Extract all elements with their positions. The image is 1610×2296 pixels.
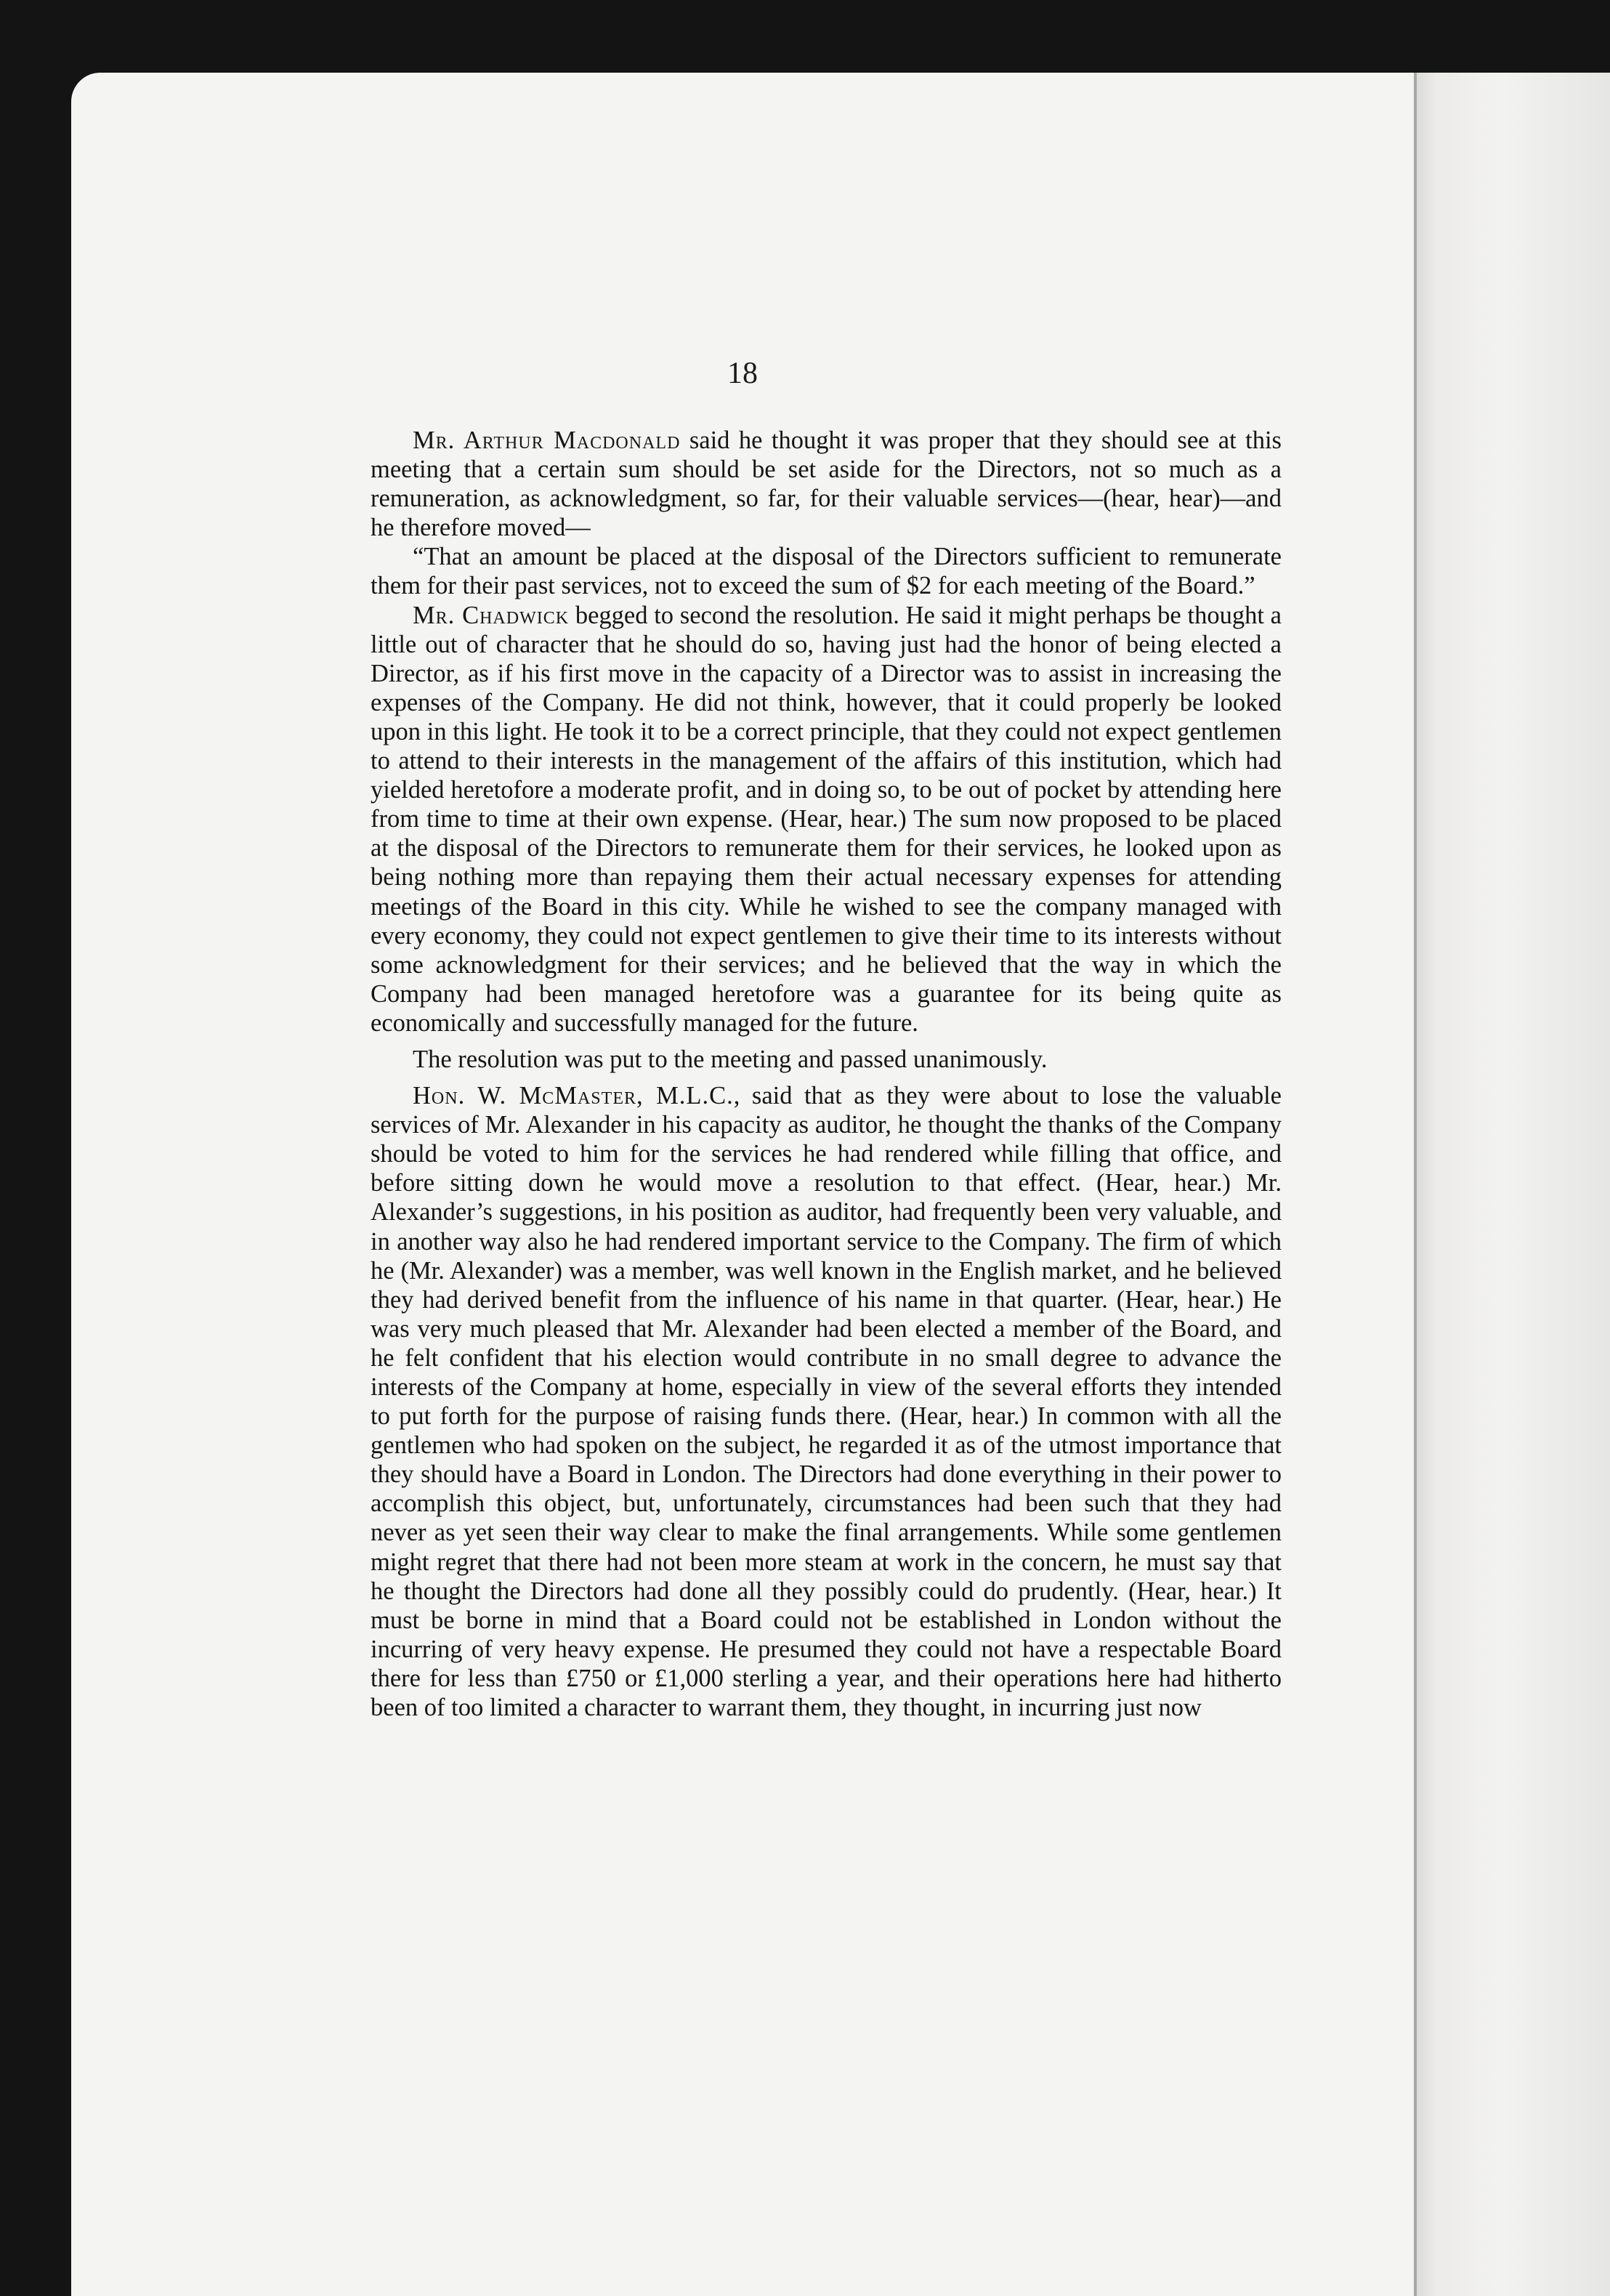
paragraph-text: The resolution was put to the meeting and passed unanimously. [413, 1045, 1048, 1073]
body-text [371, 426, 1282, 1722]
page-fold-shadow [1414, 73, 1417, 2296]
paragraph-chadwick-second [371, 601, 1282, 1038]
adjacent-page-edge [1414, 73, 1610, 2296]
document-page [71, 73, 1414, 2296]
paragraph-text: “That an amount be placed at the disposal of the Directors sufficient to remunerate them for their past services, not to exceed the sum of $2 for each meeting of the Board.” [371, 543, 1282, 600]
paragraph-resolution-passed [371, 1045, 1282, 1074]
paragraph-mcmaster-remarks [371, 1081, 1282, 1722]
speaker-name: Mr. Chadwick [413, 601, 570, 629]
paragraph-macdonald-motion [371, 426, 1282, 542]
speaker-name: Hon. W. McMaster, M.L.C. [413, 1082, 734, 1110]
paragraph-text: begged to second the resolution. He said it might perhaps be thought a little out of character that he should do so, having just had the honor of being elected a Director, as if his first move in the capacity of a Director was to assist in increasing the expenses of the Company. He did not think, however, that it could properly be looked upon in this light. He took it to be a correct principle, that they could not expect gentlemen to attend to their interests in the management of the affairs of this institution, which had yielded heretofore a moderate profit, and in doing so, to be out of pocket by attending here from time to time at their own expense. (Hear, hear.) The sum now proposed to be placed at the disposal of the Directors to remunerate them for their services, he looked upon as being nothing more than repaying them their actual necessary expenses for attending meetings of the Board in this city. While he wished to see the company managed with every economy, they could not expect gentlemen to give their time to its interests without some acknowledgment for their services; and he believed that the way in which the Company had been managed heretofore was a guarantee for its being quite as economically and successfully managed for the future. [371, 601, 1282, 1037]
paragraph-resolution-quote [371, 542, 1282, 600]
paragraph-text: , said that as they were about to lose the valuable services of Mr. Alexander in his capacity as auditor, he thought the thanks of the Company should be voted to him for the services he had rendered while filling that office, and before sitting down he would move a resolution to that effect. (Hear, hear.) Mr. Alexander’s suggestions, in his position as auditor, had frequently been very valuable, and in another way also he had rendered important service to the Company. The firm of which he (Mr. Alexander) was a member, was well known in the English market, and he believed they had derived benefit from the influence of his name in that quarter. (Hear, hear.) He was very much pleased that Mr. Alexander had been elected a member of the Board, and he felt confident that his election would contribute in no small degree to advance the interests of the Company at home, especially in view of the several efforts they intended to put forth for the purpose of raising funds there. (Hear, hear.) In common with all the gentlemen who had spoken on the subject, he regarded it as of the utmost importance that they should have a Board in London. The Directors had done everything in their power to accomplish this object, but, unfortunately, circumstances had been such that they had never as yet seen their way clear to make the final arrangements. While some gentlemen might regret that there had not been more steam at work in the concern, he must say that he thought the Directors had done all they possibly could do prudently. (Hear, hear.) It must be borne in mind that a Board could not be established in London without the incurring of very heavy expense. He presumed they could not have a respectable Board there for less than £750 or £1,000 sterling a year, and their operations here had hitherto been of too limited a character to warrant them, they thought, in incurring just now [371, 1082, 1282, 1722]
speaker-name: Mr. Arthur Macdonald [413, 427, 681, 454]
page-number: 18 [727, 357, 758, 390]
paragraph-text: said he thought it was proper that they should see at this meeting that a certain sum should be set aside for the Directors, not so much as a remuneration, as acknowledgment, so far, for their valuable services—(hear, hear)—and he therefore moved— [371, 427, 1282, 542]
